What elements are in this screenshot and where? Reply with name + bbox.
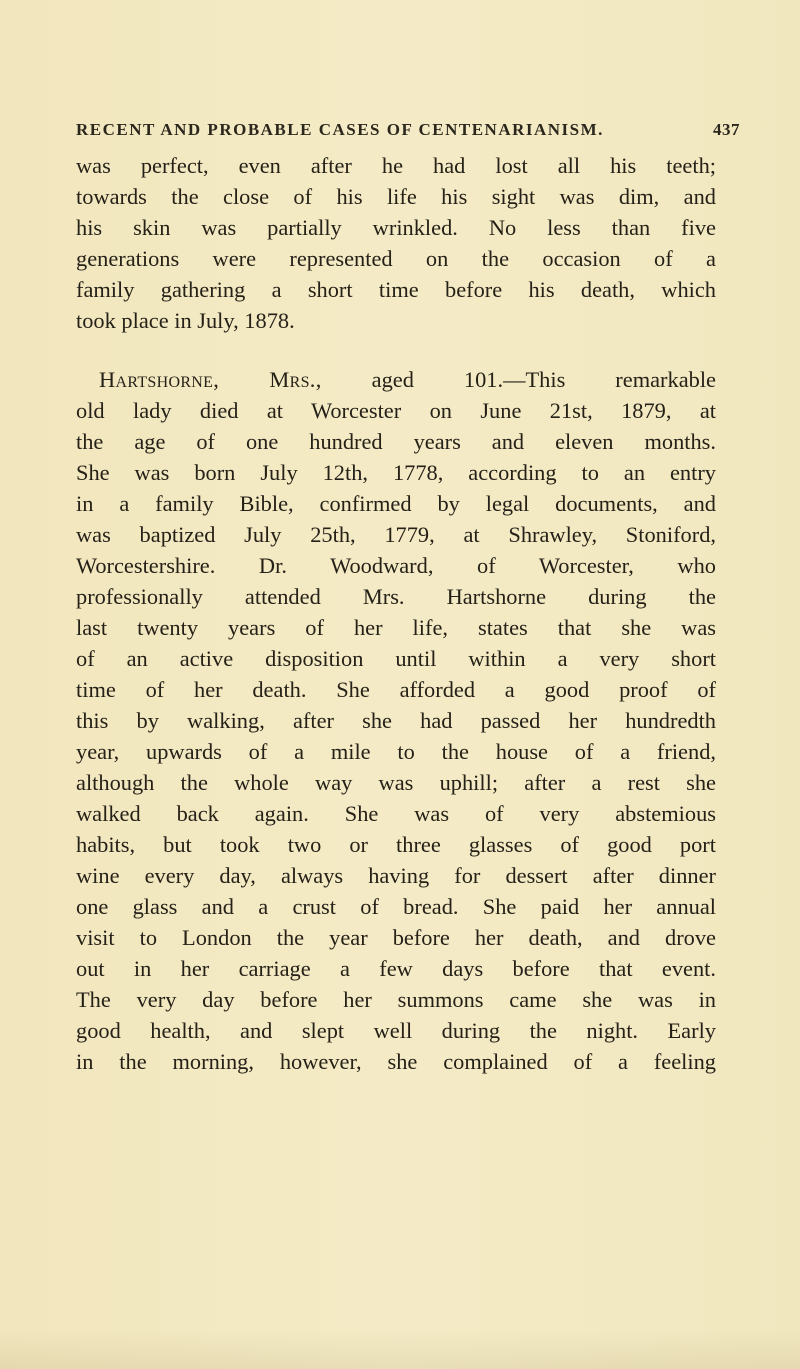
page-number: 437 bbox=[713, 120, 740, 139]
text-line: old lady died at Worcester on June 21st, 1879, at bbox=[76, 398, 716, 423]
text-line: generations were represented on the occasion of a bbox=[76, 246, 716, 271]
text-line: habits, but took two or three glasses of good port bbox=[76, 832, 716, 857]
text-line: professionally attended Mrs. Hartshorne during the bbox=[76, 584, 716, 609]
text-line: the age of one hundred years and eleven months. bbox=[76, 429, 716, 454]
text-line: was baptized July 25th, 1779, at Shrawley, Stoniford, bbox=[76, 522, 716, 547]
text-line: Worcestershire. Dr. Woodward, of Worcester, who bbox=[76, 553, 716, 578]
text-line: She was born July 12th, 1778, according to an entry bbox=[76, 460, 716, 485]
paragraph-1 bbox=[76, 150, 716, 336]
text-line: family gathering a short time before his death, which bbox=[76, 277, 716, 302]
body-text bbox=[76, 150, 716, 1077]
text-line: last twenty years of her life, states that she was bbox=[76, 615, 716, 640]
entry-name: Hartshorne, Mrs., bbox=[99, 367, 322, 392]
page-edge-shade bbox=[0, 1329, 800, 1369]
text-line: was perfect, even after he had lost all his teeth; bbox=[76, 153, 716, 178]
text-line: in a family Bible, confirmed by legal documents, and bbox=[76, 491, 716, 516]
text-line: of an active disposition until within a very short bbox=[76, 646, 716, 671]
text-line: year, upwards of a mile to the house of a friend, bbox=[76, 739, 716, 764]
text-line: visit to London the year before her death, and drove bbox=[76, 925, 716, 950]
running-head bbox=[76, 120, 740, 142]
text-line: one glass and a crust of bread. She paid her annual bbox=[76, 894, 716, 919]
text-line: in the morning, however, she complained of a feeling bbox=[76, 1049, 716, 1074]
text-line: towards the close of his life his sight was dim, and bbox=[76, 184, 716, 209]
entry-heading-line bbox=[76, 364, 716, 395]
text-line: although the whole way was uphill; after a rest she bbox=[76, 770, 716, 795]
text-line: time of her death. She afforded a good proof of bbox=[76, 677, 716, 702]
text-line: this by walking, after she had passed her hundredth bbox=[76, 708, 716, 733]
entry-lead: aged 101.—This remarkable bbox=[321, 367, 716, 392]
paragraph-gap bbox=[76, 336, 716, 364]
running-title: RECENT AND PROBABLE CASES OF CENTENARIANISM. bbox=[76, 120, 604, 139]
paragraph-2 bbox=[76, 364, 716, 1077]
text-line: his skin was partially wrinkled. No less than five bbox=[76, 215, 716, 240]
text-line: wine every day, always having for dessert after dinner bbox=[76, 863, 716, 888]
text-line: good health, and slept well during the night. Early bbox=[76, 1018, 716, 1043]
text-line: The very day before her summons came she was in bbox=[76, 987, 716, 1012]
text-line: took place in July, 1878. bbox=[76, 308, 295, 333]
text-line: out in her carriage a few days before that event. bbox=[76, 956, 716, 981]
text-line: walked back again. She was of very abstemious bbox=[76, 801, 716, 826]
